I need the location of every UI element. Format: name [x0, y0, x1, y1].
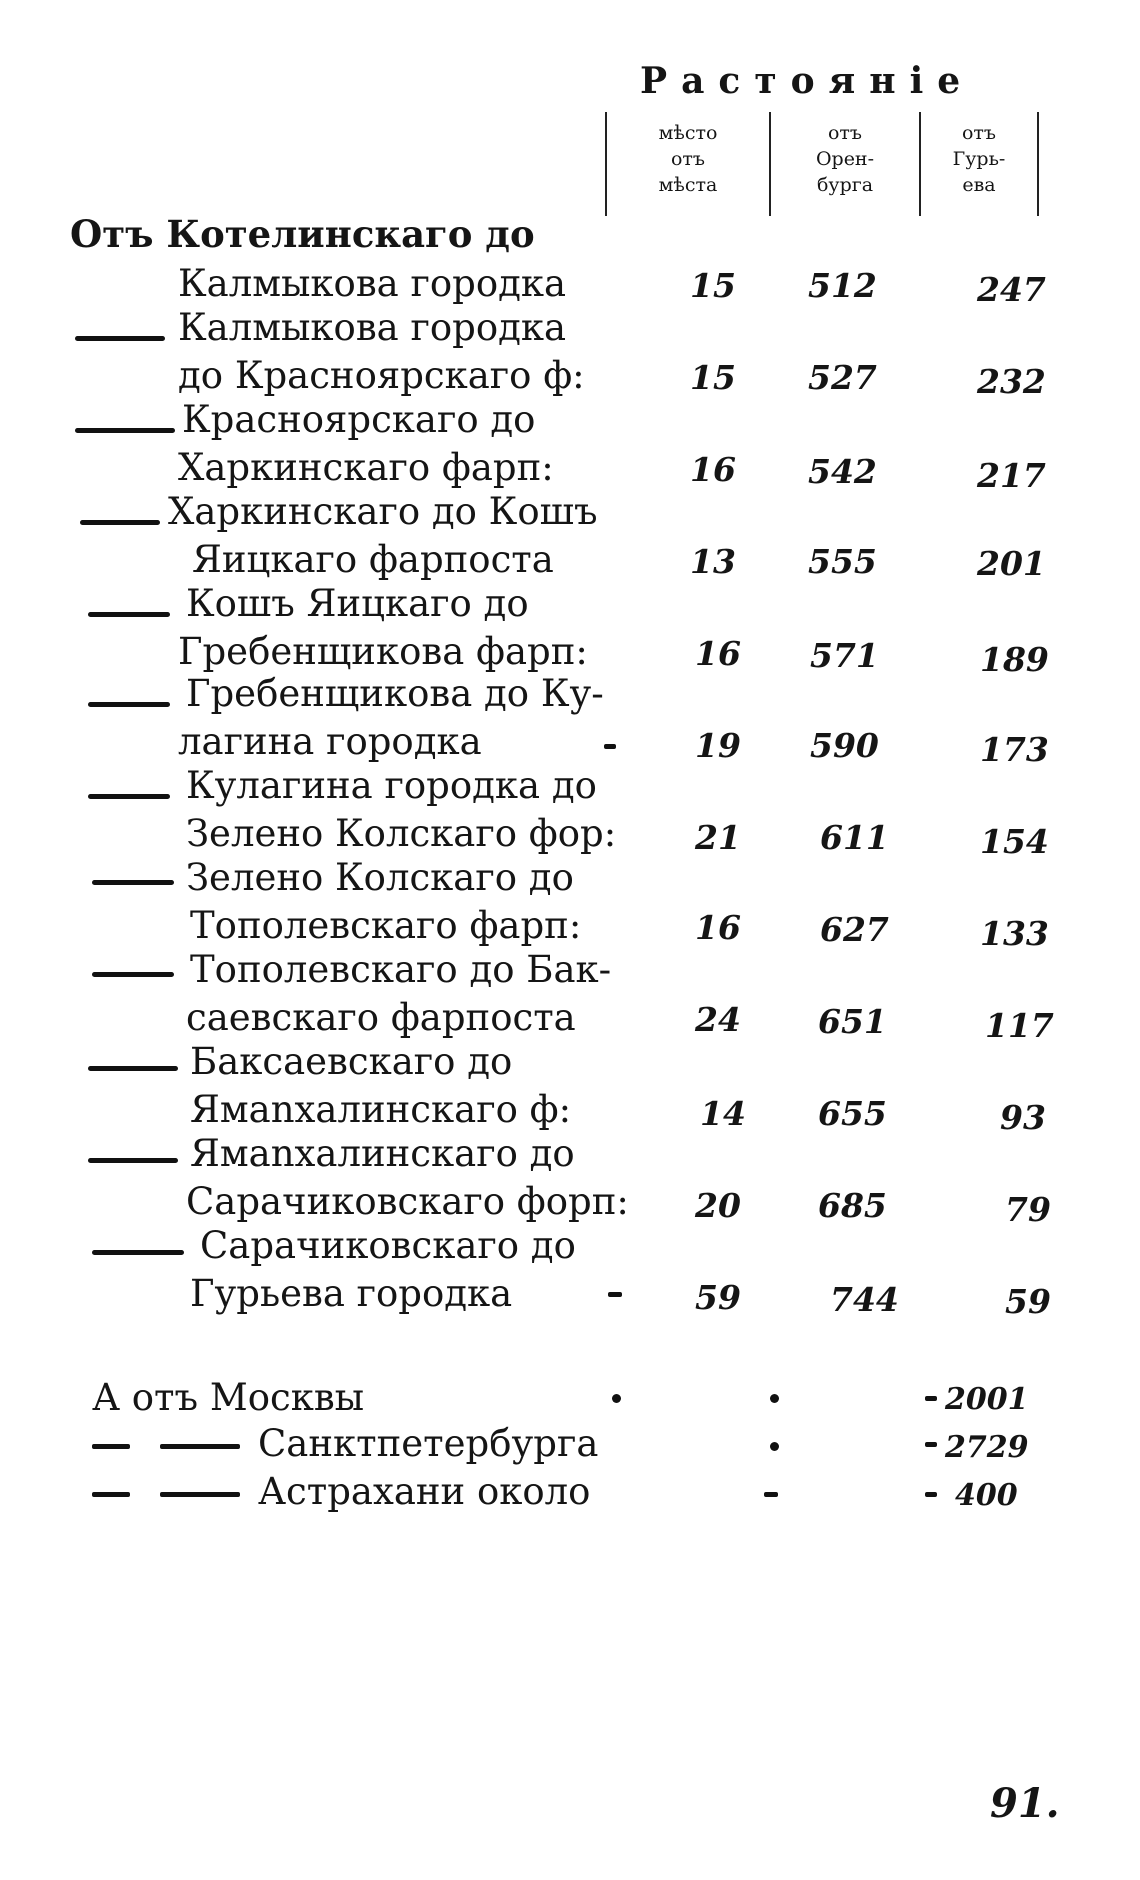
row-9-line2: саевскаго фарпоста — [186, 996, 576, 1039]
row-11-line2: Сарачиковскаго форп: — [186, 1180, 629, 1223]
row-11-guryev: 79 — [1005, 1190, 1051, 1229]
ditto-dash — [925, 1492, 937, 1497]
col-header-line: отъ — [827, 122, 863, 144]
row-10-guryev: 93 — [1000, 1098, 1046, 1137]
ditto-dash — [80, 520, 160, 525]
row-2-orenburg: 527 — [808, 358, 877, 397]
col-header-line: Орен- — [815, 148, 875, 170]
row-11-line1: Ямanхалинскаго до — [190, 1132, 575, 1175]
row-3-orenburg: 542 — [808, 452, 877, 491]
row-5-line1: Кошъ Яицкаго до — [186, 582, 529, 625]
col-header-place-to-place — [605, 112, 771, 216]
row-5-place: 16 — [695, 634, 741, 673]
row-2-place: 15 — [690, 358, 736, 397]
row-4-line2: Яицкаго фарпоста — [192, 538, 554, 581]
row-4-line1: Харкинскаго до Кошъ — [168, 490, 598, 533]
row-9-place: 24 — [695, 1000, 741, 1039]
page-number: 91. — [990, 1780, 1060, 1827]
footer-1-label: А отъ Москвы — [92, 1376, 365, 1419]
ditto-dash — [88, 1158, 178, 1163]
row-6-orenburg: 590 — [810, 726, 879, 765]
row-10-line1: Баксаевскаго до — [190, 1040, 513, 1083]
row-11-place: 20 — [695, 1186, 741, 1225]
table-title: Растояніе — [640, 60, 975, 102]
row-9-guryev: 117 — [985, 1006, 1054, 1045]
row-5-orenburg: 571 — [810, 636, 879, 675]
row-12-guryev: 59 — [1005, 1282, 1051, 1321]
row-6-line1: Гребенщикова до Ку- — [186, 672, 604, 715]
row-7-line2: Зелено Колскаго фор: — [186, 812, 617, 855]
row-6-line2: лагина городка — [178, 720, 482, 763]
row-2-line2: до Красноярскаго ф: — [178, 354, 585, 397]
leader-dot — [770, 1394, 779, 1403]
row-12-line1: Сарачиковскаго до — [200, 1224, 576, 1267]
leader-dot — [770, 1442, 779, 1451]
col-header-line: отъ — [961, 122, 997, 144]
ditto-dash — [92, 1444, 130, 1449]
ditto-dash — [75, 336, 165, 341]
col-header-line: бурга — [816, 174, 874, 196]
row-3-line1: Красноярскаго до — [182, 398, 536, 441]
row-7-orenburg: 611 — [820, 818, 889, 857]
row-7-line1: Кулагина городка до — [186, 764, 597, 807]
ditto-dash — [92, 972, 174, 977]
row-2-line1: Калмыкова городка — [178, 306, 567, 349]
row-7-place: 21 — [695, 818, 741, 857]
row-8-place: 16 — [695, 908, 741, 947]
col-header-line: отъ — [670, 148, 706, 170]
ditto-dash — [88, 1066, 178, 1071]
row-12-place: 59 — [695, 1278, 741, 1317]
row-6-place: 19 — [695, 726, 741, 765]
row-4-orenburg: 555 — [808, 542, 877, 581]
row-10-line2: Ямanхалинскаго ф: — [190, 1088, 572, 1131]
ditto-dash — [604, 744, 616, 749]
footer-3-value: 400 — [955, 1478, 1018, 1513]
row-8-guryev: 133 — [980, 914, 1049, 953]
footer-1-value: 2001 — [945, 1382, 1029, 1417]
row-3-place: 16 — [690, 450, 736, 489]
row-10-place: 14 — [700, 1094, 746, 1133]
row-2-guryev: 232 — [977, 362, 1046, 401]
ditto-dash — [608, 1292, 622, 1297]
footer-3-label: Астрахани около — [258, 1470, 591, 1513]
row-9-orenburg: 651 — [818, 1002, 887, 1041]
col-header-line: мѣсто — [658, 122, 718, 144]
row-8-line2: Тополевскаго фарп: — [190, 904, 582, 947]
ditto-dash — [88, 612, 170, 617]
ditto-dash — [75, 428, 175, 433]
leader-dot — [612, 1394, 621, 1403]
row-1-line1: Отъ Котелинскаго до — [70, 212, 535, 256]
col-header-line: мѣста — [658, 174, 718, 196]
ditto-dash — [92, 1492, 130, 1497]
row-5-line2: Гребенщикова фарп: — [178, 630, 588, 673]
row-10-orenburg: 655 — [818, 1094, 887, 1133]
row-6-guryev: 173 — [980, 730, 1049, 769]
ditto-dash — [160, 1444, 240, 1449]
ditto-dash — [764, 1492, 778, 1497]
ditto-dash — [88, 702, 170, 707]
col-header-from-guryev — [921, 112, 1039, 216]
row-4-guryev: 201 — [977, 544, 1046, 583]
row-12-orenburg: 744 — [830, 1280, 899, 1319]
row-1-line2: Калмыкова городка — [178, 262, 567, 305]
ditto-dash — [925, 1442, 937, 1447]
ditto-dash — [160, 1492, 240, 1497]
row-3-guryev: 217 — [977, 456, 1046, 495]
row-12-line2: Гурьева городка — [190, 1272, 513, 1315]
row-11-orenburg: 685 — [818, 1186, 887, 1225]
row-8-orenburg: 627 — [820, 910, 889, 949]
row-3-line2: Харкинскаго фарп: — [178, 446, 554, 489]
row-7-guryev: 154 — [980, 822, 1049, 861]
row-1-place: 15 — [690, 266, 736, 305]
col-header-from-orenburg — [771, 112, 921, 216]
ditto-dash — [925, 1396, 937, 1401]
ditto-dash — [92, 880, 174, 885]
col-header-line: ева — [962, 174, 996, 196]
row-1-orenburg: 512 — [808, 266, 877, 305]
row-5-guryev: 189 — [980, 640, 1049, 679]
footer-2-label: Санктпетербурга — [258, 1422, 599, 1465]
col-header-line: Гурь- — [952, 148, 1006, 170]
ditto-dash — [88, 794, 170, 799]
ditto-dash — [92, 1250, 184, 1255]
row-8-line1: Зелено Колскаго до — [186, 856, 574, 899]
row-9-line1: Тополевскаго до Бак- — [190, 948, 612, 991]
footer-2-value: 2729 — [945, 1430, 1029, 1465]
row-4-place: 13 — [690, 542, 736, 581]
row-1-guryev: 247 — [977, 270, 1046, 309]
